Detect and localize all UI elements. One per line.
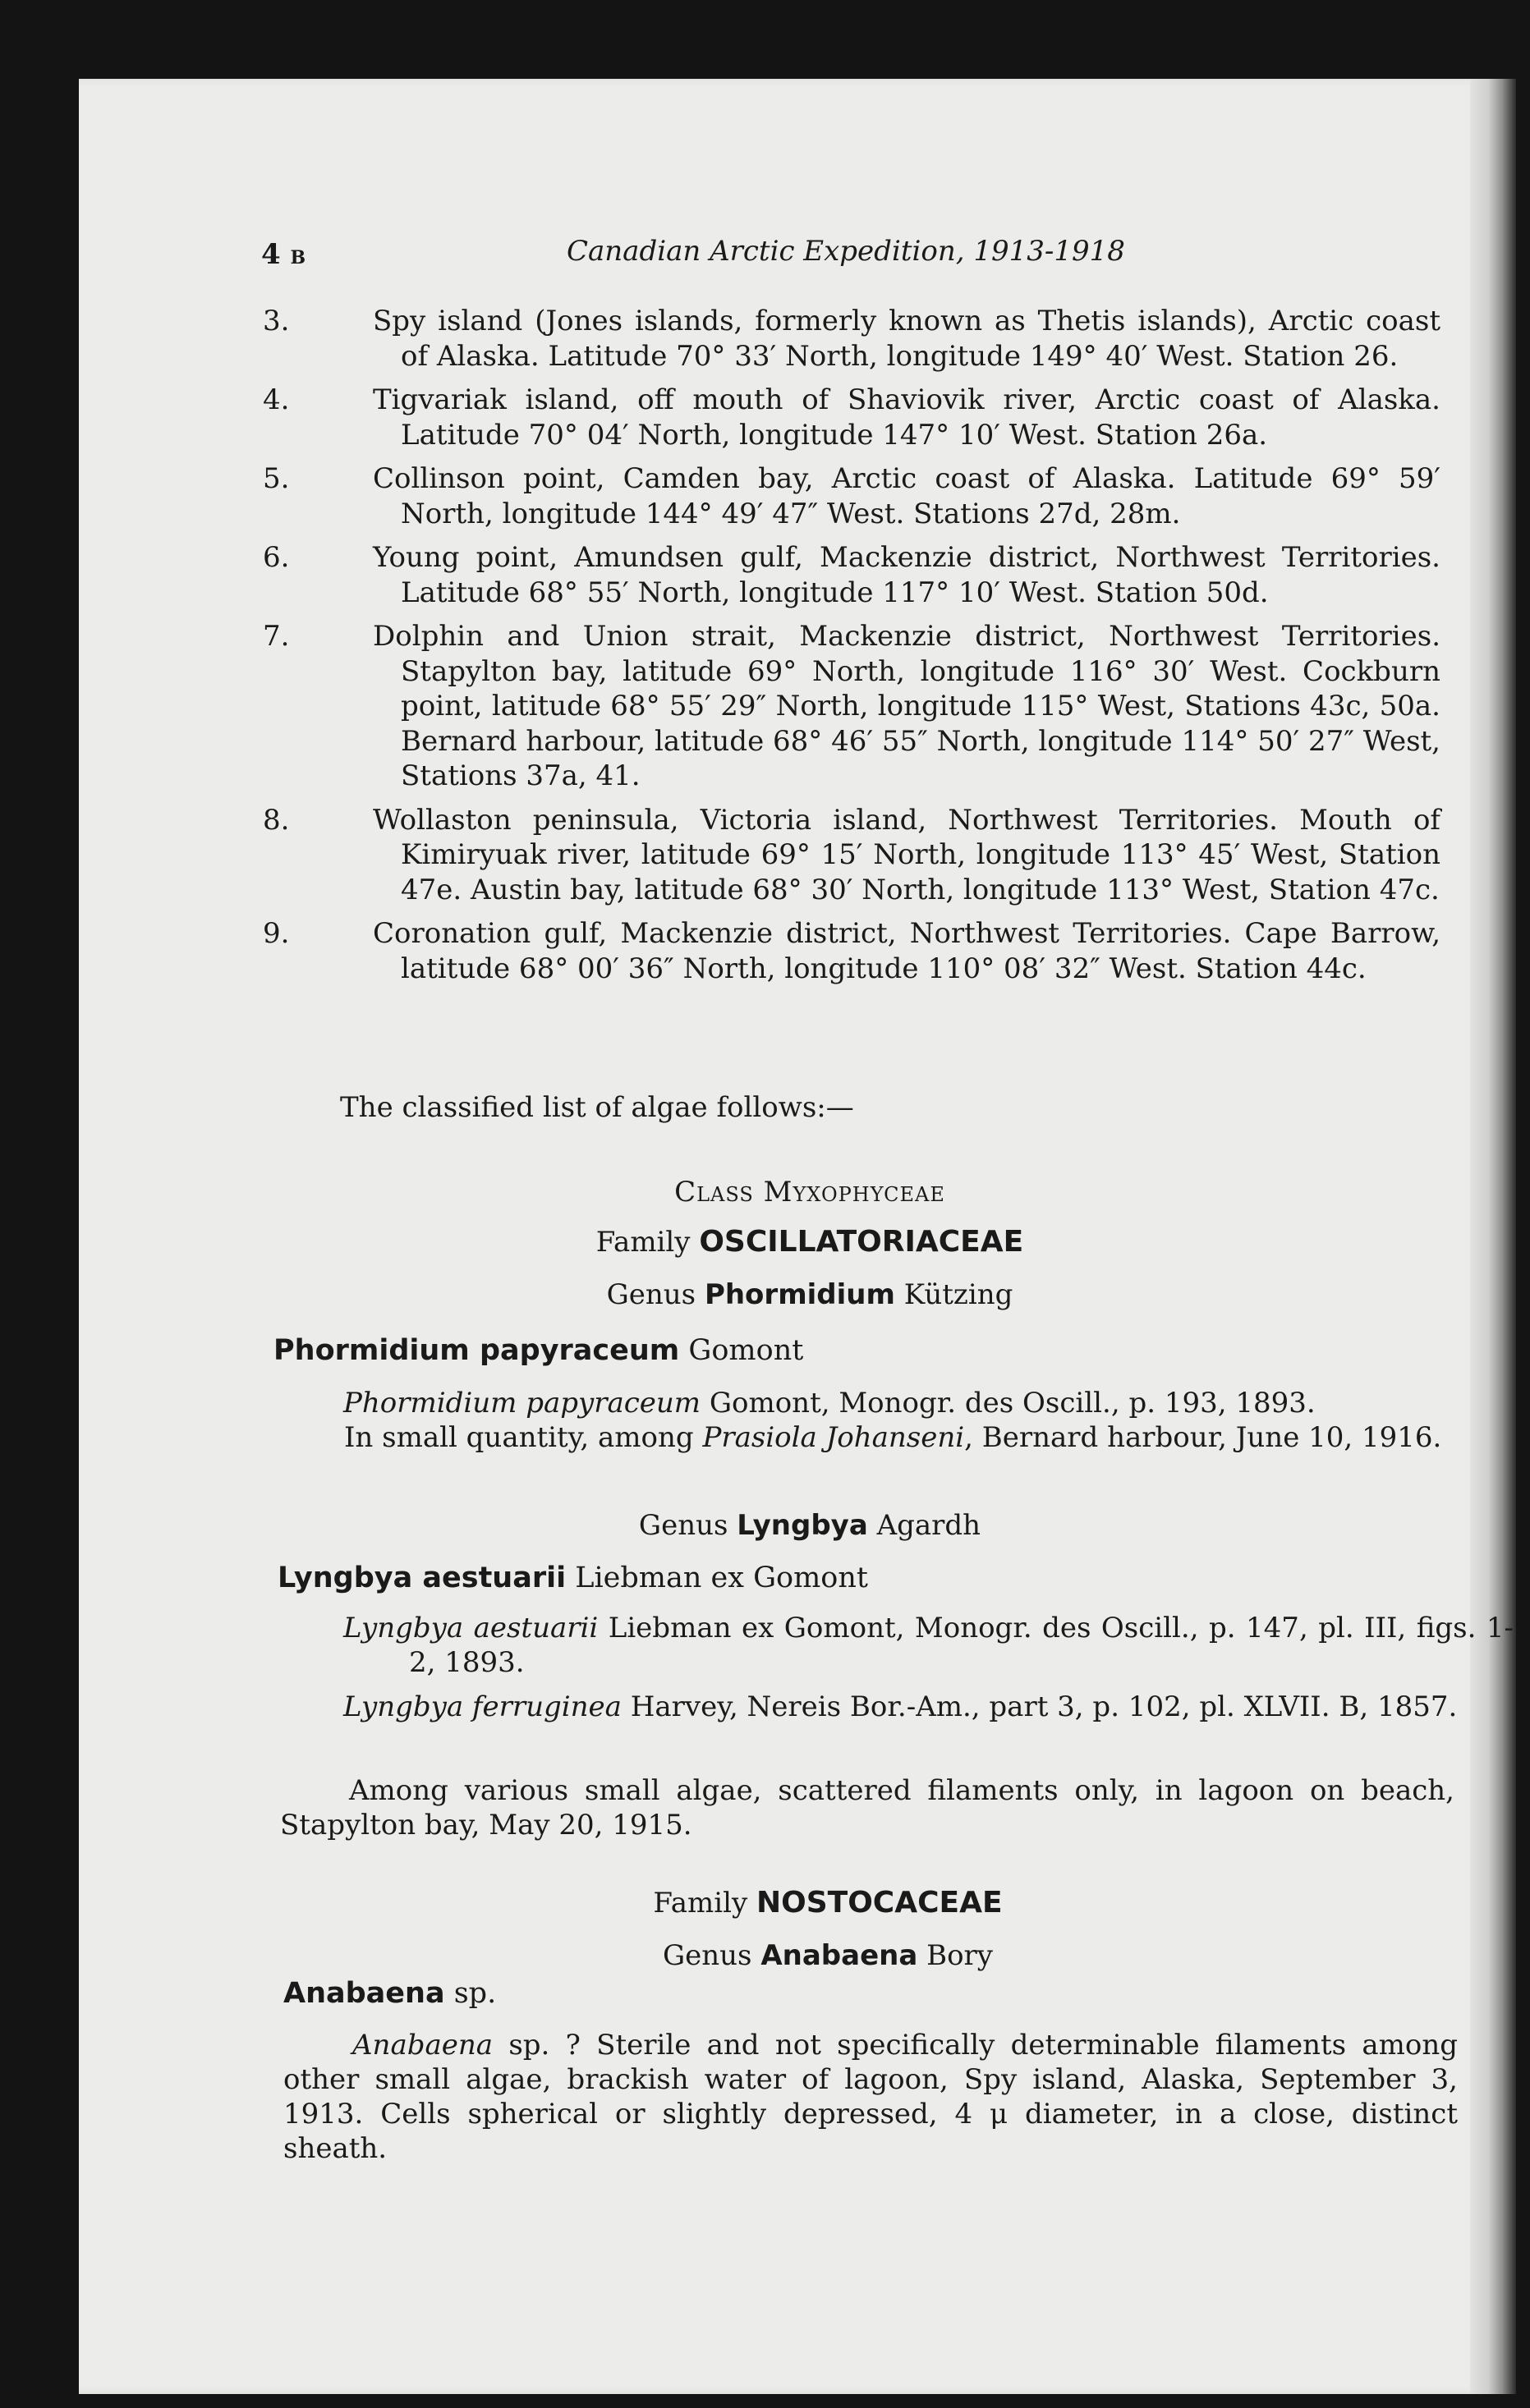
species-author: Liebman ex Gomont: [575, 1562, 868, 1594]
item-text: Coronation gulf, Mackenzie district, Northwest Territories. Cape Barrow, latitude 68° 00′ 36″ North, longitude 110° 08′ 32″ West. Station 44c.: [373, 917, 1440, 985]
genus-author: Kützing: [903, 1278, 1013, 1311]
note-italic: Anabaena: [352, 2029, 494, 2062]
class-heading: Class Myxophyceae: [674, 1176, 945, 1209]
family-name: OSCILLATORIACEAE: [699, 1225, 1024, 1259]
page-section-letter: B: [290, 247, 306, 268]
synonym-entry: [343, 1690, 1514, 1724]
item-text: Young point, Amundsen gulf, Mackenzie district, Northwest Territories. Latitude 68° 55′ North, longitude 117° 10′ West. Station 50d.: [373, 541, 1440, 609]
family-heading: [376, 1886, 1280, 1920]
page-spine-shadow: [1470, 79, 1516, 2394]
location-item: [263, 461, 1440, 531]
location-item: [263, 619, 1440, 794]
item-number: 7.: [263, 620, 290, 653]
synonym-citation: Harvey, Nereis Bor.-Am., part 3, p. 102, pl. XLVII. B, 1857.: [630, 1690, 1458, 1723]
species-author: Gomont: [688, 1334, 804, 1367]
running-title: Canadian Arctic Expedition, 1913-1918: [567, 235, 1125, 268]
species-name: Anabaena: [283, 1977, 445, 2010]
synonym-entry: [343, 1611, 1514, 1680]
genus-name: Anabaena: [760, 1939, 918, 1972]
item-text: Dolphin and Union strait, Mackenzie district, Northwest Territories. Stapylton bay, latitude 69° North, longitude 116° 30′ West. Cockburn point, latitude 68° 55′ 29″ North, longitude 115° West, Stations 43c, 50a. Bernard harbour, latitude 68° 46′ 55″ North, longitude 114° 50′ 27″ West, Stations 37a, 41.: [373, 620, 1440, 792]
species-heading: [273, 1334, 803, 1367]
species-heading: [283, 1977, 496, 2010]
genus-name: Phormidium: [704, 1278, 895, 1311]
synonym-name: Lyngbya aestuarii: [343, 1612, 599, 1644]
genus-prefix: Genus: [638, 1509, 728, 1542]
item-number: 8.: [263, 803, 290, 837]
species-name: Lyngbya aestuarii: [278, 1562, 567, 1594]
family-prefix: Family: [595, 1226, 691, 1259]
genus-heading: [358, 1509, 1261, 1542]
species-note: [275, 1420, 1450, 1455]
item-number: 4.: [263, 383, 290, 416]
note-text: sp. ? Sterile and not specifically determinable filaments among other small algae, brackish water of lagoon, Spy island, Alaska, September 3, 1913. Cells spherical or slightly depressed, 4 μ diameter, in a close, distinct sheath.: [283, 2029, 1459, 2165]
location-item: [263, 916, 1440, 986]
species-note: [283, 2028, 1458, 2166]
family-prefix: Family: [653, 1887, 748, 1920]
family-name: NOSTOCACEAE: [756, 1886, 1003, 1920]
synonym-name: Lyngbya ferruginea: [343, 1690, 622, 1723]
synonym-entry: [343, 1386, 1514, 1420]
page-number-digit: 4: [261, 238, 281, 271]
genus-author: Bory: [926, 1939, 994, 1972]
species-author: sp.: [453, 1977, 497, 2010]
item-text: Collinson point, Camden bay, Arctic coast of Alaska. Latitude 69° 59′ North, longitude 144° 49′ 47″ West. Stations 27d, 28m.: [373, 462, 1440, 530]
species-heading: [278, 1562, 868, 1594]
genus-name: Lyngbya: [737, 1509, 868, 1542]
genus-prefix: Genus: [606, 1278, 696, 1311]
note-italic: Prasiola Johanseni: [702, 1421, 965, 1454]
page-number: [261, 238, 306, 271]
note-text: In small quantity, among: [344, 1421, 694, 1454]
item-number: 6.: [263, 541, 290, 574]
synonym-name: Phormidium papyraceum: [343, 1387, 701, 1420]
location-item: [263, 803, 1440, 908]
genus-prefix: Genus: [662, 1939, 752, 1972]
item-text: Tigvariak island, off mouth of Shaviovik river, Arctic coast of Alaska. Latitude 70° 04′ North, longitude 147° 10′ West. Station 26a.: [373, 383, 1440, 452]
item-number: 3.: [263, 305, 290, 337]
note-text-end: , Bernard harbour, June 10, 1916.: [964, 1421, 1442, 1454]
genus-heading: [358, 1278, 1261, 1311]
species-name: Phormidium papyraceum: [273, 1334, 680, 1367]
item-text: Spy island (Jones islands, formerly known as Thetis islands), Arctic coast of Alaska. Latitude 70° 33′ North, longitude 149° 40′ West. Station 26.: [373, 305, 1440, 373]
intro-text: The classified list of algae follows:—: [340, 1091, 854, 1124]
location-item: [263, 383, 1440, 452]
location-list: [263, 304, 1440, 995]
item-number: 9.: [263, 917, 290, 950]
item-number: 5.: [263, 462, 290, 495]
item-text: Wollaston peninsula, Victoria island, Northwest Territories. Mouth of Kimiryuak river, latitude 69° 15′ North, longitude 113° 45′ West, Station 47e. Austin bay, latitude 68° 30′ North, longitude 113° West, Station 47c.: [373, 803, 1440, 906]
species-note: Among various small algae, scattered filaments only, in lagoon on beach, Stapylton bay, May 20, 1915.: [280, 1774, 1454, 1842]
location-item: [263, 304, 1440, 374]
genus-heading: [376, 1939, 1280, 1972]
genus-author: Agardh: [876, 1509, 981, 1542]
family-heading: [358, 1225, 1261, 1259]
synonym-citation: Liebman ex Gomont, Monogr. des Oscill., p. 147, pl. III, figs. 1-2, 1893.: [409, 1612, 1514, 1679]
synonym-citation: Gomont, Monogr. des Oscill., p. 193, 1893.: [709, 1387, 1316, 1420]
location-item: [263, 540, 1440, 610]
